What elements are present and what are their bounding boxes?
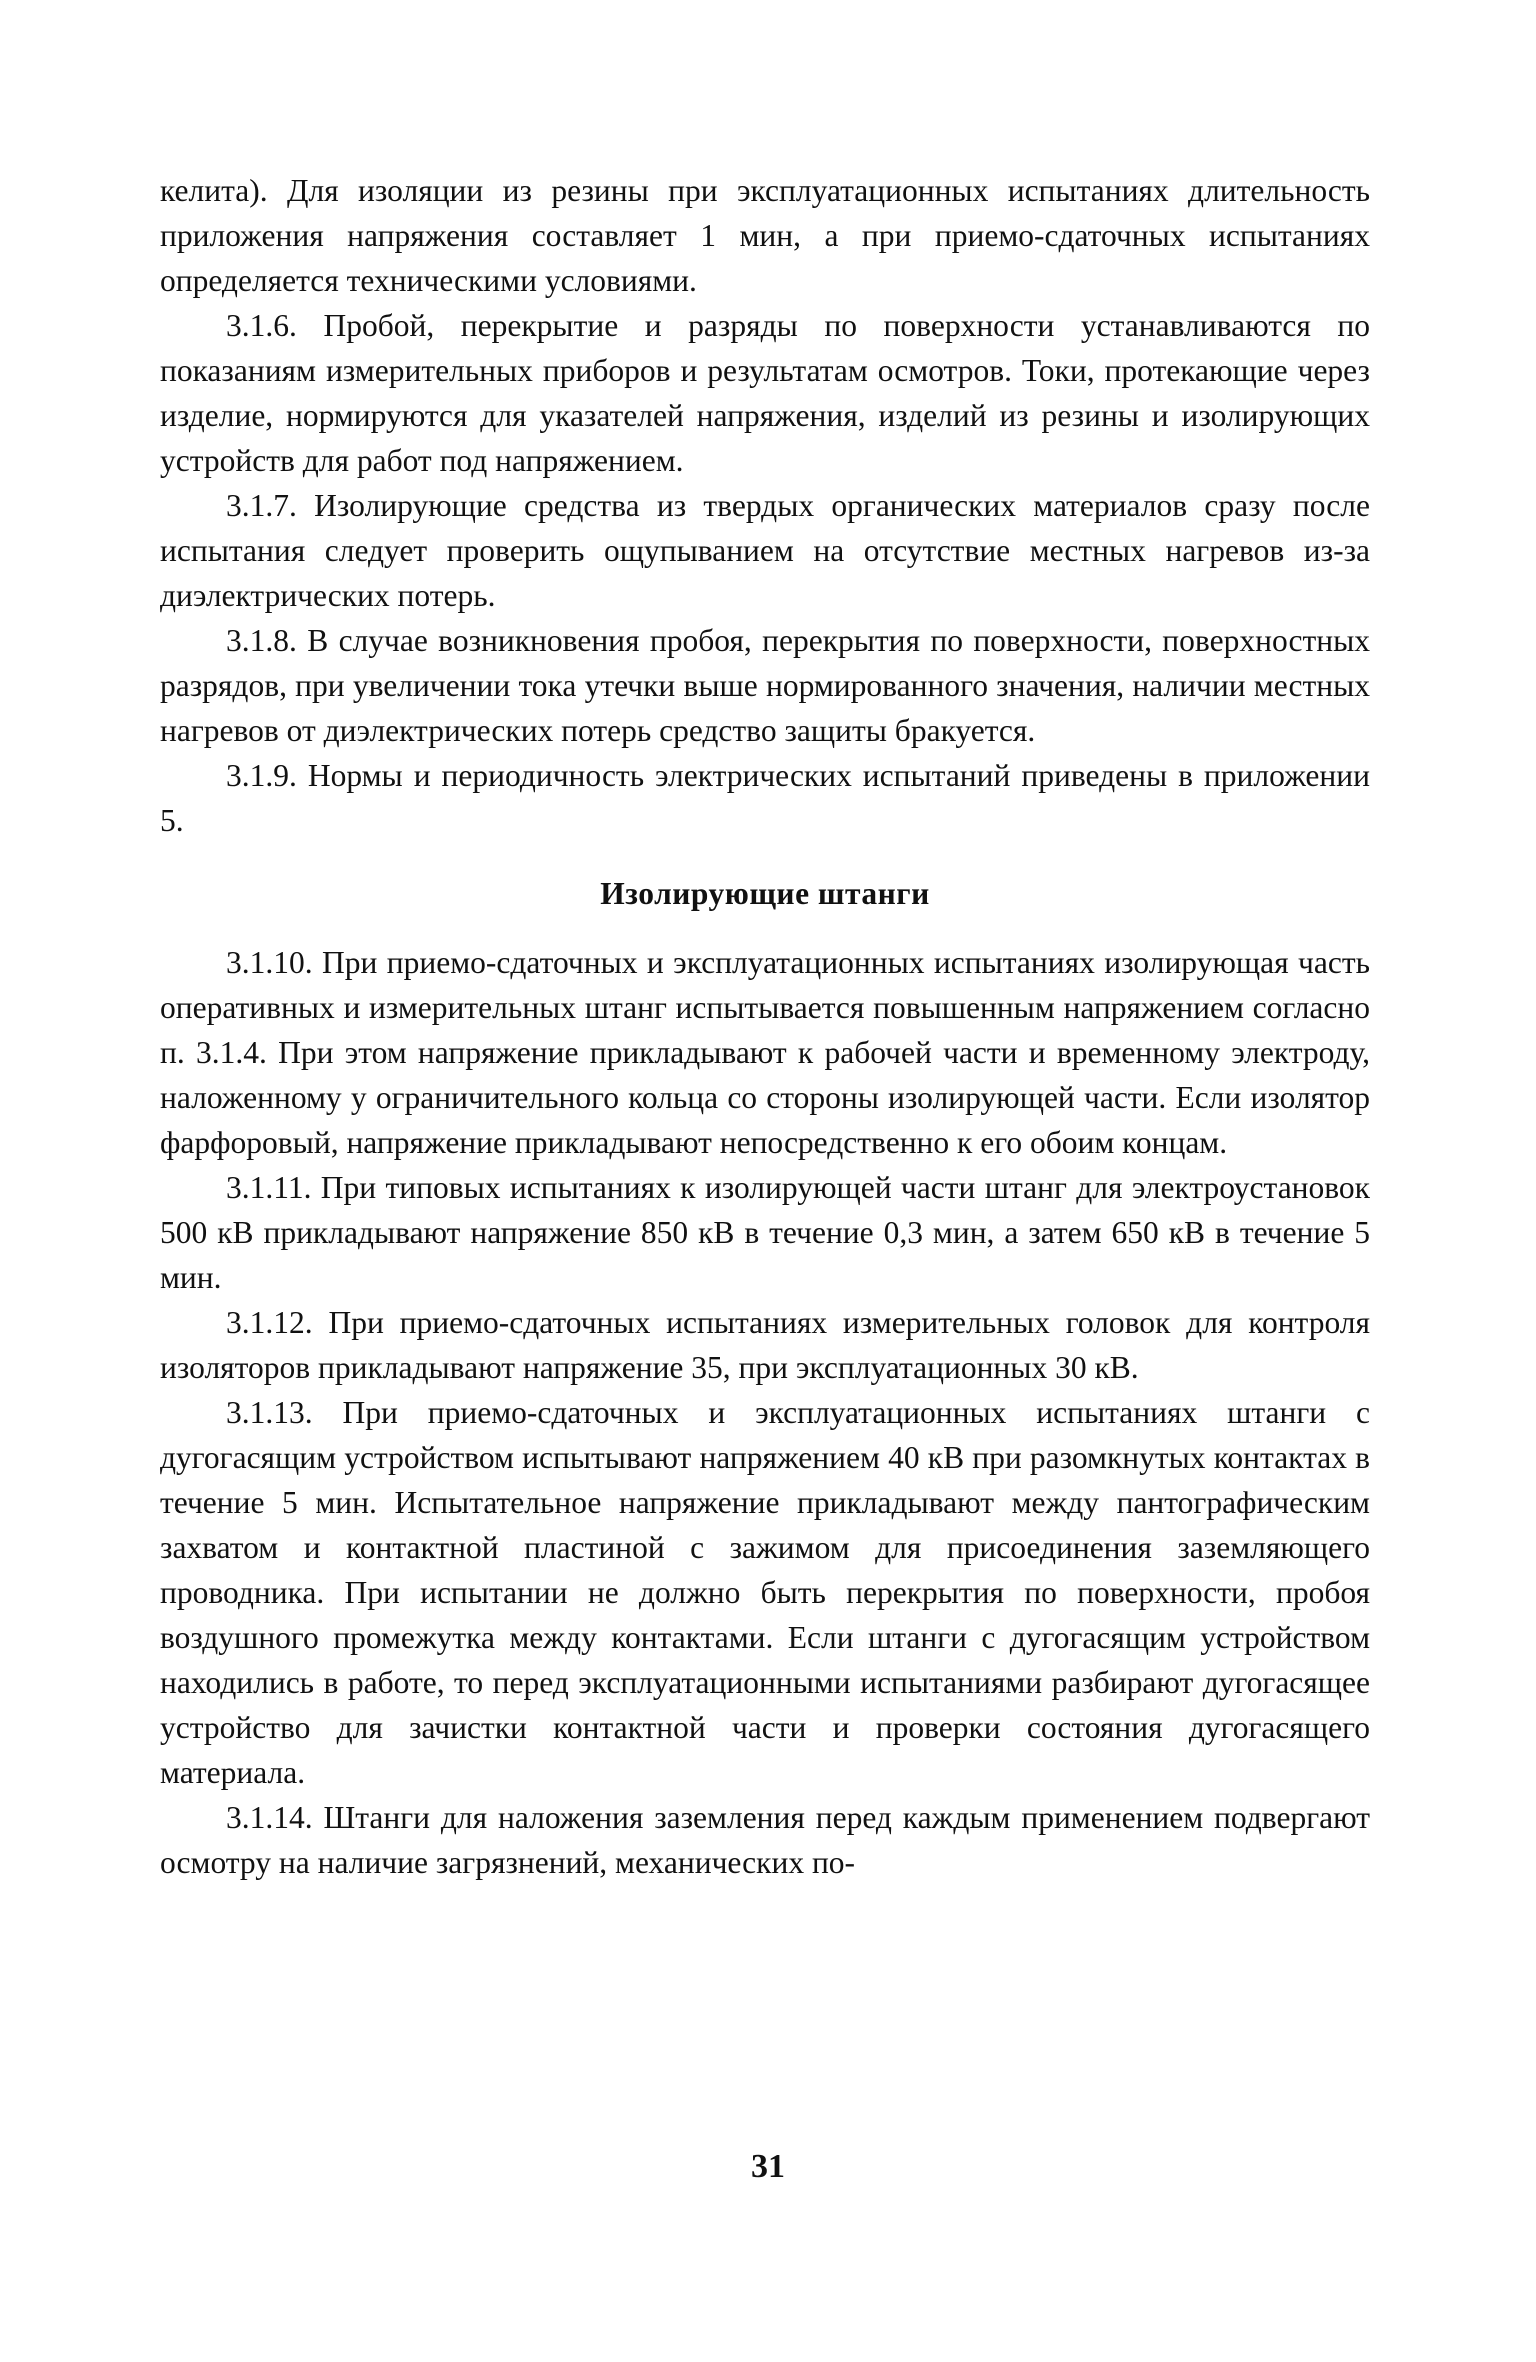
paragraph-continuation: келита). Для изоляции из резины при эксплуатационных испытаниях длительность приложения напряжения составляет 1 мин, а при приемо-сдаточных испытаниях определяется техническими условиями. [160,173,1370,298]
section-heading: Изолирующие штанги [600,876,930,911]
paragraph-3-1-6: 3.1.6. Пробой, перекрытие и разряды по поверхности устанавливаются по показаниям измерительных приборов и результатам осмотров. Токи, протекающие через изделие, нормируются для указателей напряжения, изделий из резины и изолирующих устройств для работ под напряжением. [160,308,1370,478]
paragraph-3-1-9: 3.1.9. Нормы и периодичность электрических испытаний приведены в приложении 5. [160,758,1370,838]
page-number: 31 [751,2148,785,2185]
paragraph-3-1-8: 3.1.8. В случае возникновения пробоя, перекрытия по поверхности, поверхностных разрядов, при увеличении тока утечки выше нормированного значения, наличии местных нагревов от диэлектрических потерь средство защиты бракуется. [160,623,1370,748]
paragraph-3-1-7: 3.1.7. Изолирующие средства из твердых органических материалов сразу после испытания следует проверить ощупыванием на отсутствие местных нагревов из-за диэлектрических потерь. [160,488,1370,613]
body-text [160,168,1370,1885]
paragraph-3-1-13: 3.1.13. При приемо-сдаточных и эксплуатационных испытаниях штанги с дугогасящим устройством испытывают напряжением 40 кВ при разомкнутых контактах в течение 5 мин. Испытательное напряжение прикладывают между пантографическим захватом и контактной пластиной с зажимом для присоединения заземляющего проводника. При испытании не должно быть перекрытия по поверхности, пробоя воздушного промежутка между контактами. Если штанги с дугогасящим устройством находились в работе, то перед эксплуатационными испытаниями разбирают дугогасящее устройство для зачистки контактной части и проверки состояния дугогасящего материала. [160,1395,1370,1790]
paragraph-3-1-10: 3.1.10. При приемо-сдаточных и эксплуатационных испытаниях изолирующая часть оперативных и измерительных штанг испытывается повышенным напряжением согласно п. 3.1.4. При этом напряжение прикладывают к рабочей части и временному электроду, наложенному у ограничительного кольца со стороны изолирующей части. Если изолятор фарфоровый, напряжение прикладывают непосредственно к его обоим концам. [160,945,1370,1160]
paragraph-3-1-11: 3.1.11. При типовых испытаниях к изолирующей части штанг для электроустановок 500 кВ прикладывают напряжение 850 кВ в течение 0,3 мин, а затем 650 кВ в течение 5 мин. [160,1170,1370,1295]
paragraph-3-1-14: 3.1.14. Штанги для наложения заземления перед каждым применением подвергают осмотру на наличие загрязнений, механических по- [160,1800,1370,1880]
paragraph-3-1-12: 3.1.12. При приемо-сдаточных испытаниях измерительных головок для контроля изоляторов прикладывают напряжение 35, при эксплуатационных 30 кВ. [160,1305,1370,1385]
